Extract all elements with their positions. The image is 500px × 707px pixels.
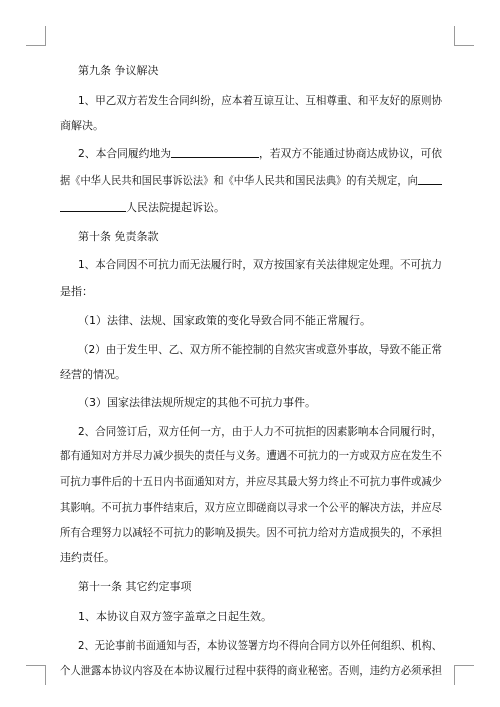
- text-segment: 人民法院提起诉讼。: [126, 201, 225, 214]
- crop-mark-top-left: [26, 26, 46, 46]
- text-segment: 据《中华人民共和国民事诉讼法》和《中华人民共和国民法典》的有关规定，向: [60, 174, 418, 187]
- paragraph-line: 商解决。: [60, 119, 104, 132]
- paragraph-line: 1、甲乙双方若发生合同纠纷，应本着互谅互让、互相尊重、和平友好的原则协: [78, 94, 442, 107]
- paragraph-line: 是指：: [60, 285, 93, 298]
- text-segment: 2、本合同履约地为: [78, 147, 171, 160]
- paragraph-line: 1、本合同因不可抗力而无法履行时，双方按国家有关法律规定处理。不可抗力: [78, 258, 442, 271]
- fill-in-blank-court-cont[interactable]: [60, 200, 126, 212]
- crop-mark-bottom-left: [26, 665, 46, 685]
- text-segment: ，若双方不能通过协商达成协议，可依: [259, 147, 442, 160]
- paragraph-line: 违约责任。: [60, 551, 115, 564]
- crop-mark-top-right: [454, 26, 474, 46]
- paragraph-line: 所有合理努力以减轻不可抗力的影响及损失。因不可抗力给对方造成损失的，不承担: [60, 526, 442, 539]
- article-10-heading: 第十条 免责条款: [78, 230, 159, 243]
- paragraph-line-with-blank: [60, 173, 442, 189]
- paragraph-line: 2、合同签订后，双方任何一方，由于人力不可抗拒的因素影响本合同履行时，: [78, 425, 442, 438]
- paragraph-line-with-blank: [78, 146, 442, 162]
- fill-in-blank-court[interactable]: [418, 173, 442, 185]
- list-item: （3）国家法律法规所规定的其他不可抗力事件。: [78, 396, 316, 409]
- paragraph-line: 2、无论事前书面通知与否，本协议签署方均不得向合同方以外任何组织、机构、: [78, 639, 442, 652]
- paragraph-line-with-blank: [60, 200, 225, 216]
- list-item: （1）法律、法规、国家政策的变化导致合同不能正常履行。: [78, 314, 371, 327]
- paragraph-line: 都有通知对方并尽力减少损失的责任与义务。遭遇不可抗力的一方或双方应在发生不: [60, 449, 442, 462]
- list-item: （2）由于发生甲、乙、双方所不能控制的自然灾害或意外事故，导致不能正常: [78, 343, 442, 356]
- article-11-heading: 第十一条 其它约定事项: [78, 580, 192, 593]
- paragraph-line: 其影响。不可抗力事件结束后，双方应立即磋商以寻求一个公平的解决方法，并应尽: [60, 501, 442, 514]
- paragraph-line: 1、本协议自双方签字盖章之日起生效。: [78, 610, 272, 623]
- crop-mark-bottom-right: [454, 665, 474, 685]
- fill-in-blank-venue[interactable]: [171, 146, 259, 158]
- article-9-heading: 第九条 争议解决: [78, 64, 159, 77]
- paragraph-line: 个人泄露本协议内容及在本协议履行过程中获得的商业秘密。否则，违约方必须承担: [60, 664, 442, 677]
- paragraph-line: 可抗力事件后的十五日内书面通知对方，并应尽其最大努力终止不可抗力事件或减少: [60, 475, 442, 488]
- paragraph-line: 经营的情况。: [60, 368, 126, 381]
